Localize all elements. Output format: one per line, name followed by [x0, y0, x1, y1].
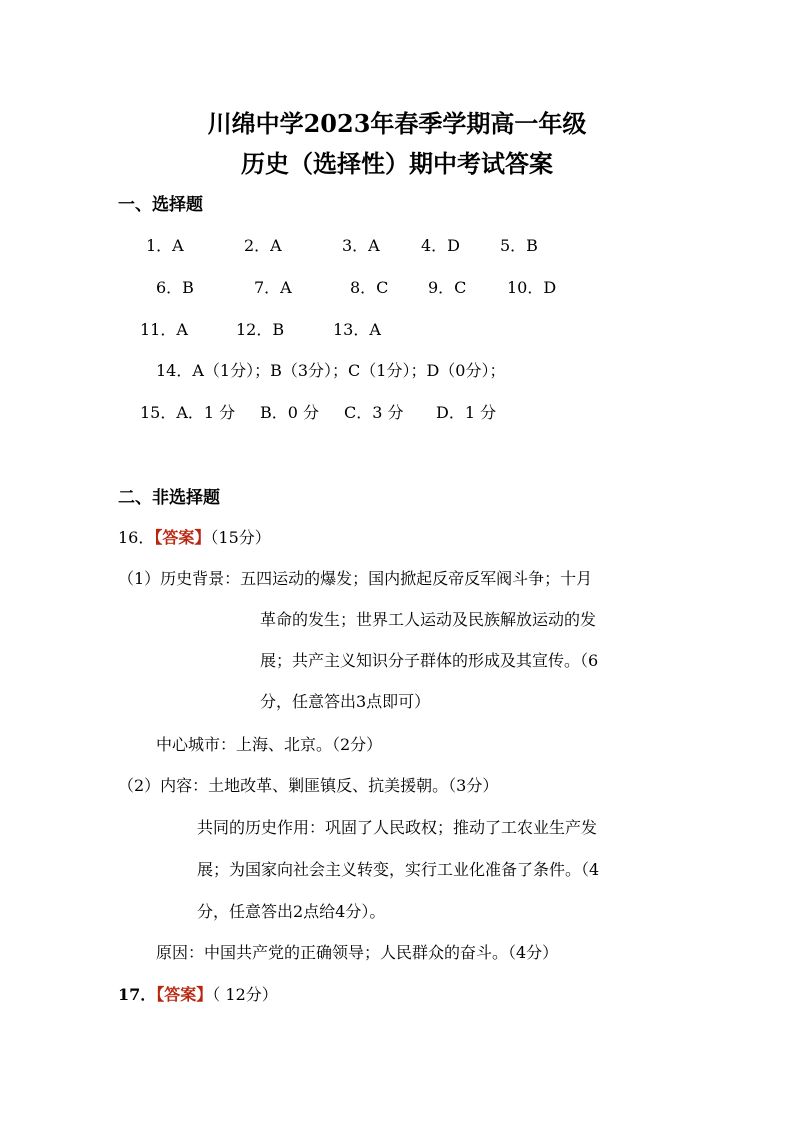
mc-answer-15-c: C．3 分: [344, 403, 404, 422]
q17-score: （ 12分）: [212, 985, 278, 1004]
mc-answer-15-b: B．0 分: [260, 403, 320, 422]
mc-answer-6: 6．B: [156, 278, 194, 297]
q16-part1-line-3: 展；共产主义知识分子群体的形成及其宣传。（6: [260, 651, 599, 670]
mc-answer-10: 10．D: [507, 278, 557, 297]
title-line-2: 历史（选择性）期中考试答案: [241, 149, 553, 178]
mc-answer-7: 7．A: [254, 278, 292, 297]
q16-part1-line-4: 分，任意答出3点即可）: [260, 692, 431, 711]
mc-answer-13: 13．A: [333, 320, 381, 339]
q16-part2-content: （2）内容：土地改革、剿匪镇反、抗美援朝。（3分）: [118, 776, 499, 795]
q17-header: [118, 982, 278, 1005]
q16-score: （15分）: [210, 528, 271, 547]
q16-header: [118, 525, 271, 548]
q17-number: 17．: [118, 985, 157, 1004]
q16-number: 16．: [118, 528, 155, 547]
mc-answer-8: 8．C: [350, 278, 389, 297]
mc-answer-4: 4．D: [421, 236, 461, 255]
mc-answer-3: 3．A: [342, 236, 380, 255]
mc-answer-15-a: 15．A．1 分: [140, 403, 236, 422]
mc-answer-12: 12．B: [236, 320, 285, 339]
q16-center-city: 中心城市：上海、北京。（2分）: [156, 735, 383, 754]
mc-answer-11: 11．A: [140, 320, 188, 339]
q16-reason: 原因：中国共产党的正确领导；人民群众的奋斗。（4分）: [156, 943, 559, 962]
section-2-heading: 二、非选择题: [118, 488, 220, 508]
q16-part1-line-2: 革命的发生；世界工人运动及民族解放运动的发: [260, 610, 597, 629]
mc-answer-15-d: D．1 分: [436, 403, 497, 422]
mc-answer-2: 2．A: [244, 236, 282, 255]
q16-part2-effect-line-1: 共同的历史作用：巩固了人民政权；推动了工农业生产发: [197, 818, 598, 837]
mc-answer-9: 9．C: [428, 278, 467, 297]
mc-answer-5: 5．B: [500, 236, 538, 255]
mc-answer-1: 1．A: [146, 236, 184, 255]
q17-answer-label: 【答案】: [156, 985, 213, 1004]
mc-answer-14: 14．A（1分）；B（3分）；C（1分）；D（0分）；: [156, 361, 506, 380]
q16-part2-effect-line-2: 展；为国家向社会主义转变，实行工业化准备了条件。（4: [197, 860, 600, 879]
q16-part2-effect-line-3: 分，任意答出2点给4分）。: [197, 902, 386, 921]
q16-part1-line-1: （1）历史背景：五四运动的爆发；国内掀起反帝反军阀斗争；十月: [118, 569, 593, 588]
q16-answer-label: 【答案】: [154, 528, 211, 547]
title-line-1: 川绵中学2023年春季学期高一年级: [207, 109, 587, 138]
section-1-heading: 一、选择题: [118, 195, 203, 215]
